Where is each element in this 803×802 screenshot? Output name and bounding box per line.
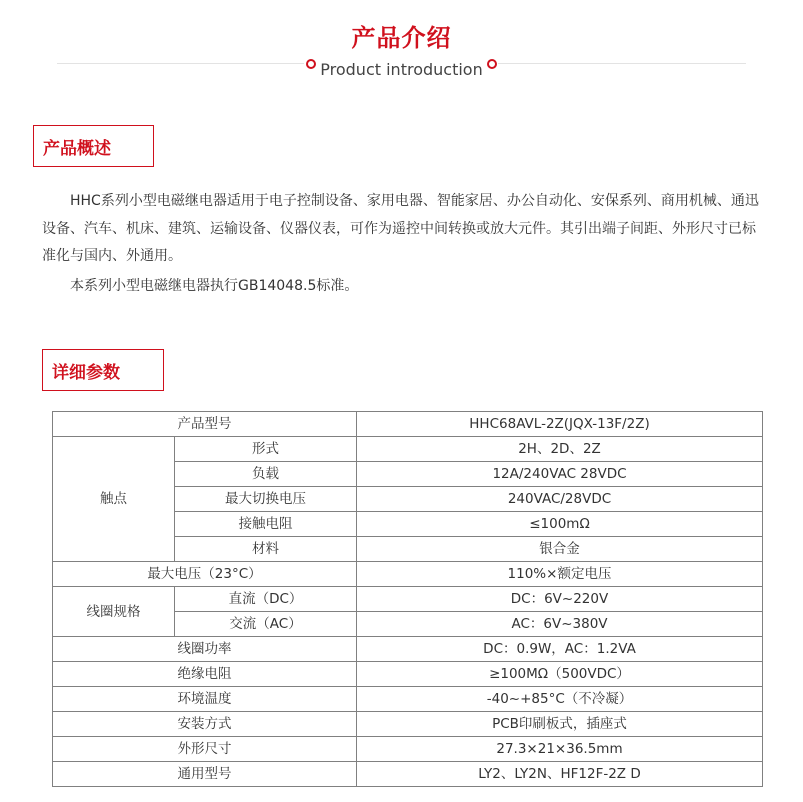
row-value: ≤100mΩ	[357, 512, 763, 537]
page-title: 产品介绍	[351, 24, 452, 52]
row-label: 最大切换电压	[175, 487, 357, 512]
model-value: HHC68AVL-2Z(JQX-13F/2Z)	[357, 412, 763, 437]
row-value: 银合金	[357, 537, 763, 562]
row-value: DC：0.9W，AC：1.2VA	[357, 637, 763, 662]
row-label: 材料	[175, 537, 357, 562]
title-divider-right	[498, 63, 746, 64]
model-label: 产品型号	[53, 412, 357, 437]
overview-heading: 产品概述	[33, 125, 154, 167]
table-row	[53, 637, 763, 662]
row-value: LY2、LY2N、HF12F-2Z D	[357, 762, 763, 787]
table-row	[53, 662, 763, 687]
row-value: 12A/240VAC 28VDC	[357, 462, 763, 487]
row-value: PCB印刷板式，插座式	[357, 712, 763, 737]
contact-group-label: 触点	[53, 437, 175, 562]
title-ring-right	[487, 59, 497, 69]
row-label: 外形尺寸	[53, 737, 357, 762]
page-subtitle: Product introduction	[320, 60, 483, 79]
row-label: 接触电阻	[175, 512, 357, 537]
max-voltage-label: 最大电压（23°C）	[53, 562, 357, 587]
row-label: 绝缘电阻	[53, 662, 357, 687]
overview-paragraph-2: 本系列小型电磁继电器执行GB14048.5标准。	[70, 278, 359, 294]
overview-paragraph-1: HHC系列小型电磁继电器适用于电子控制设备、家用电器、智能家居、办公自动化、安保系列、商用机械、通迅设备、汽车、机床、建筑、运输设备、仪器仪表，可作为遥控中间转换或放大元件。其引出端子间距、外形尺寸已标准化与国内、外通用。	[42, 193, 759, 264]
row-label: 线圈功率	[53, 637, 357, 662]
row-label: 交流（AC）	[175, 612, 357, 637]
row-label: 通用型号	[53, 762, 357, 787]
table-row	[53, 687, 763, 712]
row-value: AC：6V~380V	[357, 612, 763, 637]
table-row	[53, 587, 763, 612]
table-row	[53, 712, 763, 737]
row-value: 2H、2D、2Z	[357, 437, 763, 462]
table-row	[53, 412, 763, 437]
params-heading: 详细参数	[42, 349, 164, 391]
coil-group-label: 线圈规格	[53, 587, 175, 637]
table-row	[53, 762, 763, 787]
table-row	[53, 737, 763, 762]
row-label: 形式	[175, 437, 357, 462]
row-value: -40~+85°C（不冷凝）	[357, 687, 763, 712]
row-label: 负载	[175, 462, 357, 487]
row-value: 240VAC/28VDC	[357, 487, 763, 512]
row-label: 安装方式	[53, 712, 357, 737]
row-value: DC：6V~220V	[357, 587, 763, 612]
table-row	[53, 562, 763, 587]
row-value: ≥100MΩ（500VDC）	[357, 662, 763, 687]
row-label: 环境温度	[53, 687, 357, 712]
max-voltage-value: 110%×额定电压	[357, 562, 763, 587]
row-label: 直流（DC）	[175, 587, 357, 612]
row-value: 27.3×21×36.5mm	[357, 737, 763, 762]
table-row	[53, 437, 763, 462]
params-table	[52, 411, 763, 787]
